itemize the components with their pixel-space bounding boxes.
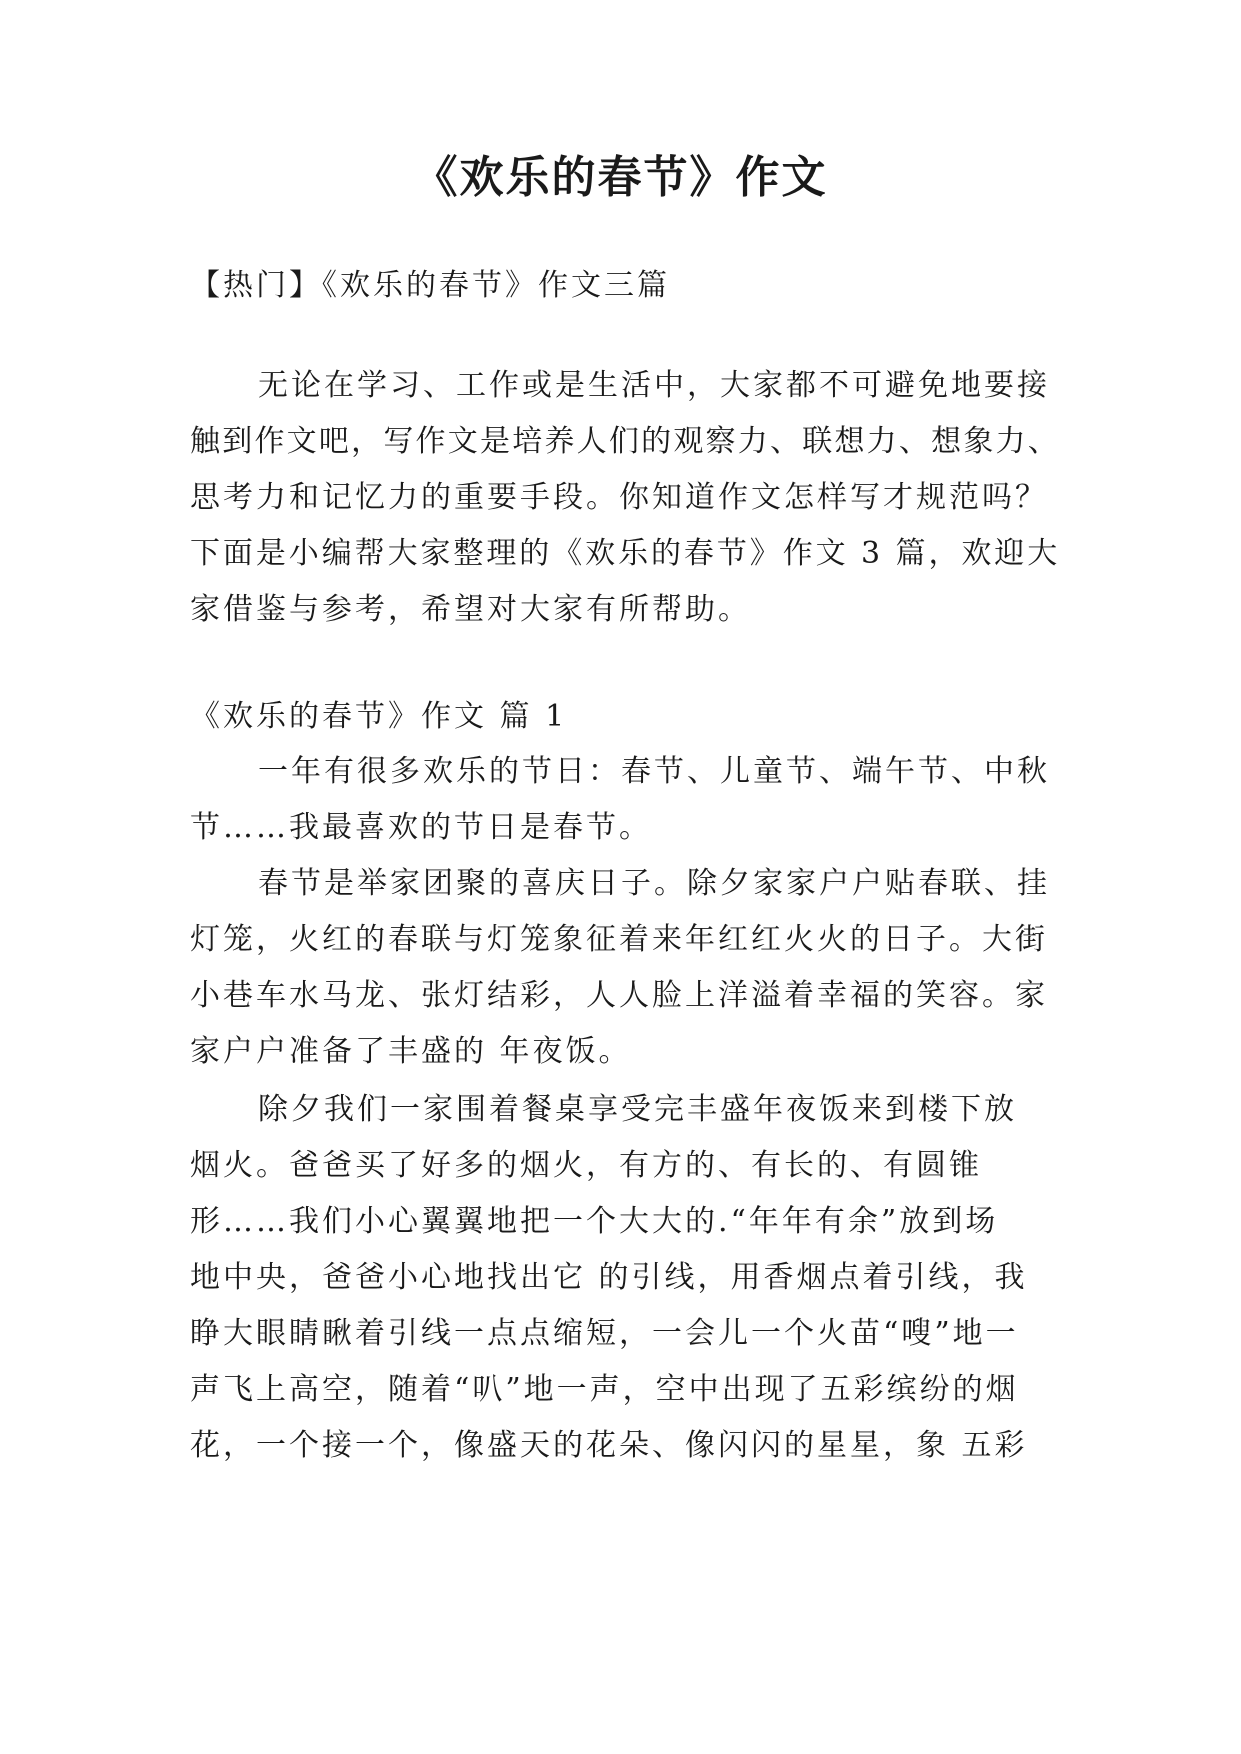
paragraph-line: 春节是举家团聚的喜庆日子。除夕家家户户贴春联、挂 <box>258 866 1050 901</box>
paragraph-line: 地中央，爸爸小心地找出它 的引线，用香烟点着引线，我 <box>190 1260 1028 1295</box>
paragraph-line: 形……我们小心翼翼地把一个大大的.“年年有余”放到场 <box>190 1204 999 1239</box>
document-subtitle: 【热门】《欢乐的春节》作文三篇 <box>190 268 670 303</box>
paragraph-line: 小巷车水马龙、张灯结彩，人人脸上洋溢着幸福的笑容。家 <box>190 978 1048 1013</box>
paragraph-line: 家户户准备了丰盛的 年夜饭。 <box>190 1034 632 1069</box>
intro-line: 触到作文吧，写作文是培养人们的观察力、联想力、想象力、 <box>190 424 1060 459</box>
intro-line: 家借鉴与参考，希望对大家有所帮助。 <box>190 592 751 627</box>
paragraph-line: 一年有很多欢乐的节日：春节、儿童节、端午节、中秋 <box>258 754 1050 789</box>
paragraph-line: 除夕我们一家围着餐桌享受完丰盛年夜饭来到楼下放 <box>258 1092 1017 1127</box>
intro-line: 下面是小编帮大家整理的《欢乐的春节》作文 3 篇，欢迎大 <box>190 536 1061 571</box>
paragraph-line: 节……我最喜欢的节日是春节。 <box>190 810 652 845</box>
paragraph-line: 灯笼，火红的春联与灯笼象征着来年红红火火的日子。大街 <box>190 922 1048 957</box>
intro-line: 无论在学习、工作或是生活中，大家都不可避免地要接 <box>258 368 1050 403</box>
intro-line: 思考力和记忆力的重要手段。你知道作文怎样写才规范吗？ <box>190 480 1048 515</box>
document-title: 《欢乐的春节》作文 <box>413 152 828 203</box>
paragraph-line: 声飞上高空，随着“叭”地一声，空中出现了五彩缤纷的烟 <box>190 1372 1019 1407</box>
section-heading: 《欢乐的春节》作文 篇 1 <box>190 699 568 734</box>
paragraph-line: 烟火。爸爸买了好多的烟火，有方的、有长的、有圆锥 <box>190 1148 982 1183</box>
paragraph-line: 花，一个接一个，像盛天的花朵、像闪闪的星星，象 五彩 <box>190 1428 1028 1463</box>
paragraph-line: 睁大眼睛瞅着引线一点点缩短，一会儿一个火苗“嗖”地一 <box>190 1316 1019 1351</box>
